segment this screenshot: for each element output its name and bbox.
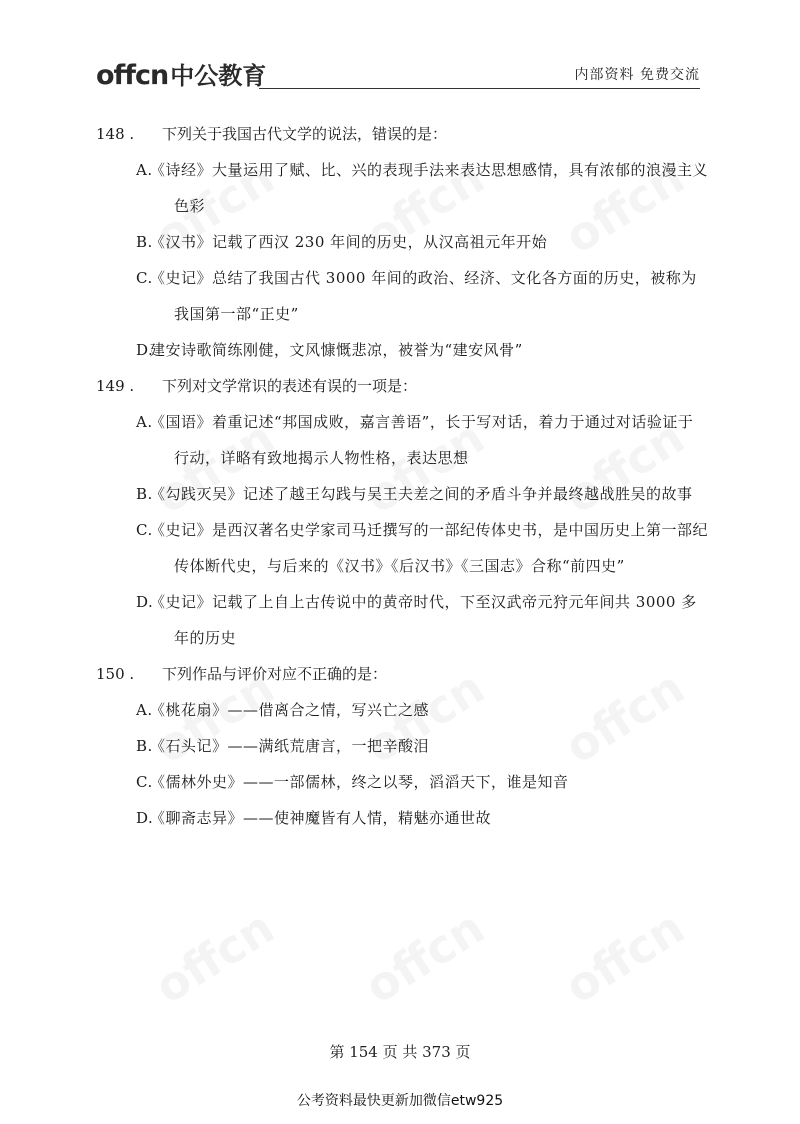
answer-option <box>136 512 708 584</box>
option-letter: C. <box>136 269 153 287</box>
answer-option <box>136 152 708 224</box>
header-rule <box>259 88 700 89</box>
question-text: 下列关于我国古代文学的说法，错误的是： <box>162 125 448 143</box>
option-text: 《国语》着重记述“邦国成败，嘉言善语”，长于写对话，着力于通过对话验证于行动，详略有致地揭示人物性格，表达思想 <box>150 413 694 467</box>
option-text: 《史记》记载了上自上古传说中的黄帝时代，下至汉武帝元狩元年间共 3000 多年的历史 <box>150 593 697 647</box>
option-letter: B. <box>136 485 153 503</box>
question-text: 下列对文学常识的表述有误的一项是： <box>162 377 418 395</box>
page-header <box>96 60 700 92</box>
question-1 <box>96 368 708 656</box>
question-stem <box>96 116 708 152</box>
page-number: 第 154 页 共 373 页 <box>329 1043 471 1061</box>
watermark <box>355 900 493 1014</box>
option-text: 《石头记》——满纸荒唐言，一把辛酸泪 <box>150 737 430 755</box>
answer-option <box>136 764 708 800</box>
question-list <box>96 116 708 836</box>
question-number: 150 . <box>96 665 135 683</box>
answer-option <box>136 404 708 476</box>
answer-option <box>136 584 708 656</box>
option-text: 《聊斋志异》——使神魔皆有人情，精魅亦通世故 <box>150 809 492 827</box>
option-letter: A. <box>136 701 153 719</box>
answer-option <box>136 728 708 764</box>
brand-logo <box>96 60 266 92</box>
option-letter: C. <box>136 773 153 791</box>
question-text: 下列作品与评价对应不正确的是： <box>162 665 388 683</box>
option-text: 《勾践灭吴》记述了越王勾践与吴王夫差之间的矛盾斗争并最终越战胜吴的故事 <box>150 485 693 503</box>
option-text: 《史记》总结了我国古代 3000 年间的政治、经济、文化各方面的历史，被称为我国第一部“正史” <box>150 269 697 323</box>
option-letter: A. <box>136 413 153 431</box>
option-letter: A. <box>136 161 153 179</box>
answer-option <box>136 476 708 512</box>
option-text: 《汉书》记载了西汉 230 年间的历史，从汉高祖元年开始 <box>150 233 548 251</box>
option-letter: C. <box>136 521 153 539</box>
option-text: 建安诗歌简练刚健，文风慷慨悲凉，被誉为“建安风骨” <box>150 341 523 359</box>
footer-note: 公考资料最快更新加微信etw925 <box>296 1093 504 1109</box>
header-tagline: 内部资料 免费交流 <box>574 67 700 83</box>
option-text: 《史记》是西汉著名史学家司马迁撰写的一部纪传体史书，是中国历史上第一部纪传体断代史，与后来的《汉书》《后汉书》《三国志》合称“前四史” <box>150 521 709 575</box>
option-text: 《桃花扇》——借离合之情，写兴亡之感 <box>150 701 430 719</box>
answer-option <box>136 692 708 728</box>
option-letter: B. <box>136 737 153 755</box>
logo-chinese: 中公教育 <box>170 62 267 90</box>
answer-option <box>136 224 708 260</box>
option-letter: B. <box>136 233 153 251</box>
question-stem <box>96 368 708 404</box>
question-number: 148 . <box>96 125 135 143</box>
answer-option <box>136 800 708 836</box>
watermark <box>145 900 283 1014</box>
question-2 <box>96 656 708 836</box>
question-number: 149 . <box>96 377 135 395</box>
option-text: 《儒林外史》——一部儒林，终之以琴，滔滔天下，谁是知音 <box>150 773 569 791</box>
option-text: 《诗经》大量运用了赋、比、兴的表现手法来表达思想感情，具有浓郁的浪漫主义色彩 <box>150 161 709 215</box>
answer-option <box>136 260 708 332</box>
question-0 <box>96 116 708 368</box>
option-letter: D. <box>136 341 154 359</box>
option-letter: D. <box>136 593 154 611</box>
watermark <box>555 900 693 1014</box>
option-letter: D. <box>136 809 154 827</box>
logo-latin: offcn <box>96 60 169 91</box>
question-stem <box>96 656 708 692</box>
answer-option <box>136 332 708 368</box>
